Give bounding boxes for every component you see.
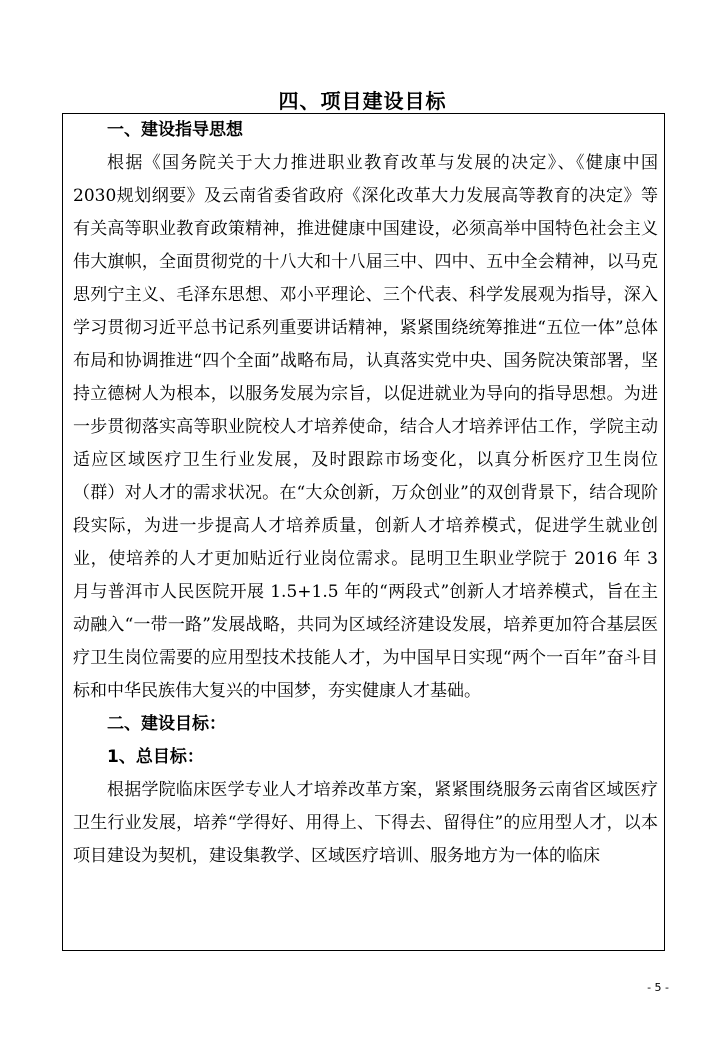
overall-paragraph: 根据学院临床医学专业人才培养改革方案，紧紧围绕服务云南省区域医疗卫生行业发展，培养“学得好、用得上、下得去、留得住”的应用型人才，以本项目建设为契机，建设集教学、区域医疗培训、服务地方为一体的临床 (73, 780, 658, 866)
page-title: 四、项目建设目标 (278, 89, 447, 113)
page-number: - 5 - (647, 981, 669, 994)
section-heading-guiding: 一、建设指导思想 (107, 120, 243, 140)
guiding-paragraph: 根据《国务院关于大力推进职业教育改革与发展的决定》、《健康中国2030规划纲要》及云南省委省政府《深化改革大力发展高等教育的决定》等有关高等职业教育政策精神，推进健康中国建设，必须高举中国特色社会主义伟大旗帜，全面贯彻党的十八大和十八届三中、四中、五中全会精神，以马克思列宁主义、毛泽东思想、邓小平理论、三个代表、科学发展观为指导，深入学习贯彻习近平总书记系列重要讲话精神，紧紧围绕统筹推进“五位一体”总体布局和协调推进“四个全面”战略布局，认真落实党中央、国务院决策部署，坚持立德树人为根本，以服务发展为宗旨，以促进就业为导向的指导思想。为进一步贯彻落实高等职业院校人才培养使命，结合人才培养评估工作，学院主动适应区域医疗卫生行业发展，及时跟踪市场变化，以真分析医疗卫生岗位（群）对人才的需求状况。在“大众创新，万众创业”的双创背景下，结合现阶段实际，为进一步提高人才培养质量，创新人才培养模式，促进学生就业创业，使培养的人才更加贴近行业岗位需求。昆明卫生职业学院于 2016 年 3 月与普洱市人民医院开展 1.5+1.5 年的“两段式”创新人才培养模式，旨在主动融入“一带一路”发展战略，共同为区域经济建设发展，培养更加符合基层医疗卫生岗位需要的应用型技术技能人才，为中国早日实现“两个一百年”奋斗目标和中华民族伟大复兴的中国梦，夯实健康人才基础。 (73, 153, 658, 701)
section-heading-goals: 二、建设目标： (107, 714, 226, 734)
content-body (63, 114, 664, 873)
subsection-heading-overall: 1、总目标： (107, 747, 204, 767)
content-frame (62, 113, 665, 951)
